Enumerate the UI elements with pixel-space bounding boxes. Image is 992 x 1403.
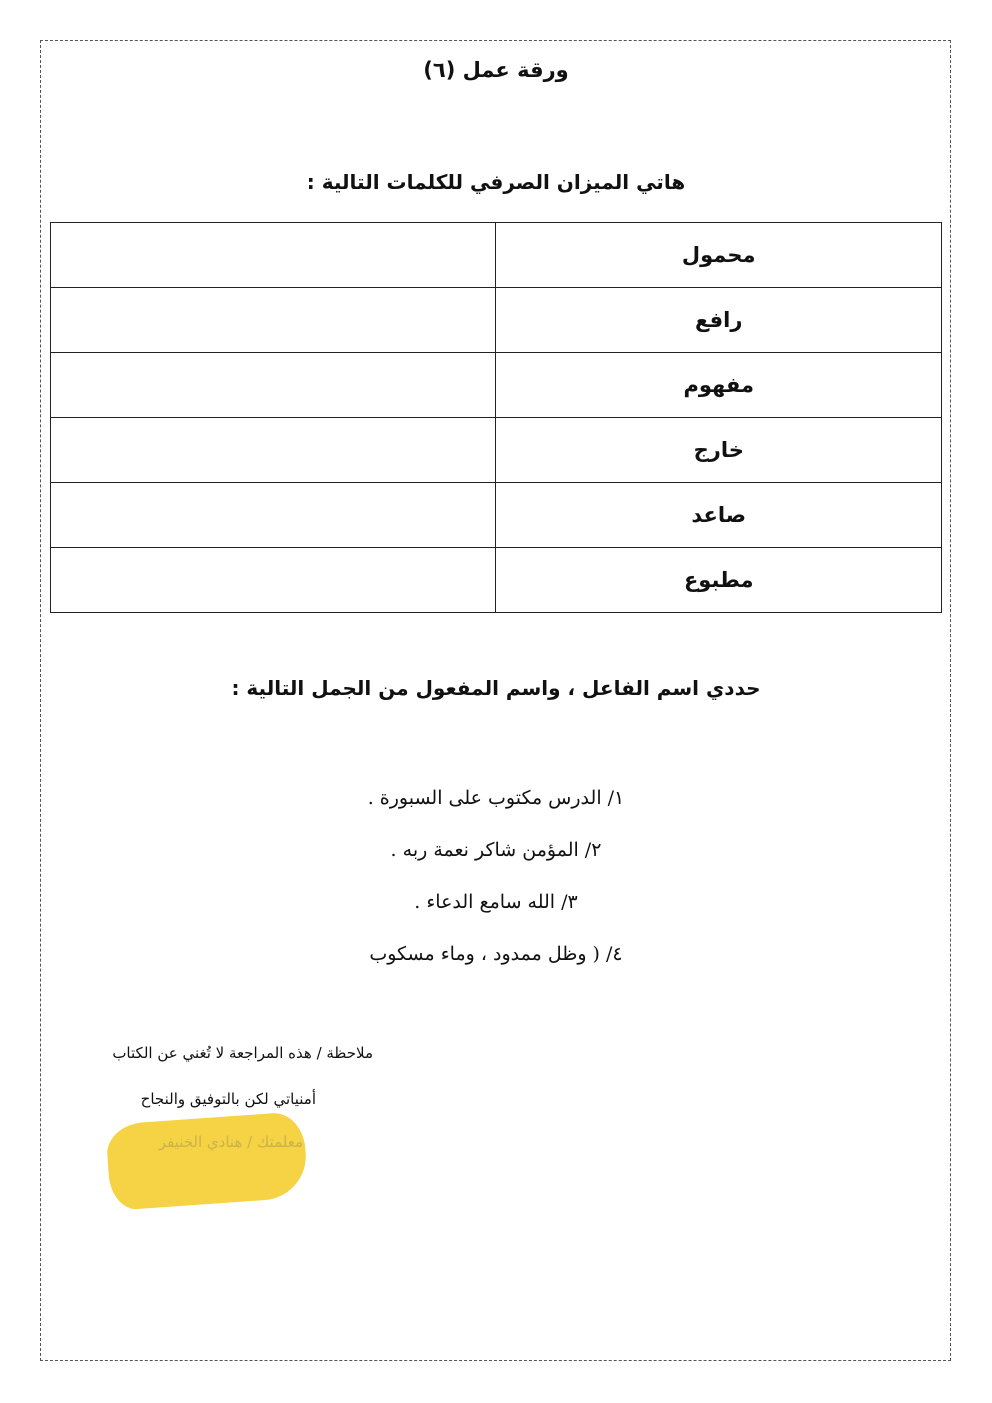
table-row [51, 548, 942, 613]
teacher-signature: معلمتك / هنادي الخنيفر [158, 1133, 303, 1151]
footer-note: ملاحظة / هذه المراجعة لا تُغني عن الكتاب [112, 1044, 373, 1062]
word-cell: مفهوم [496, 353, 942, 418]
sentence-item: ١/ الدرس مكتوب على السبورة . [367, 787, 625, 809]
answer-cell[interactable] [51, 223, 496, 288]
highlighter-mark [105, 1111, 309, 1211]
answer-cell[interactable] [51, 418, 496, 483]
word-cell: مطبوع [496, 548, 942, 613]
section1-heading: هاتي الميزان الصرفي للكلمات التالية : [306, 170, 686, 194]
words-table [50, 222, 942, 613]
sentence-item: ٣/ الله سامع الدعاء . [414, 891, 578, 913]
sentence-item: ٤/ ( وظل ممدود ، وماء مسكوب [369, 943, 623, 965]
table-row [51, 223, 942, 288]
answer-cell[interactable] [51, 353, 496, 418]
sentence-item: ٢/ المؤمن شاكر نعمة ربه . [390, 839, 602, 861]
table-row [51, 353, 942, 418]
answer-cell[interactable] [51, 288, 496, 353]
table-row [51, 288, 942, 353]
answer-cell[interactable] [51, 548, 496, 613]
table-row [51, 483, 942, 548]
word-cell: محمول [496, 223, 942, 288]
worksheet-title: ورقة عمل (٦) [423, 58, 569, 82]
section2-heading: حددي اسم الفاعل ، واسم المفعول من الجمل التالية : [231, 676, 761, 700]
word-cell: صاعد [496, 483, 942, 548]
footer-wishes: أمنياتي لكن بالتوفيق والنجاح [140, 1090, 316, 1108]
word-cell: رافع [496, 288, 942, 353]
answer-cell[interactable] [51, 483, 496, 548]
sentences-list [0, 778, 992, 986]
word-cell: خارج [496, 418, 942, 483]
table-row [51, 418, 942, 483]
